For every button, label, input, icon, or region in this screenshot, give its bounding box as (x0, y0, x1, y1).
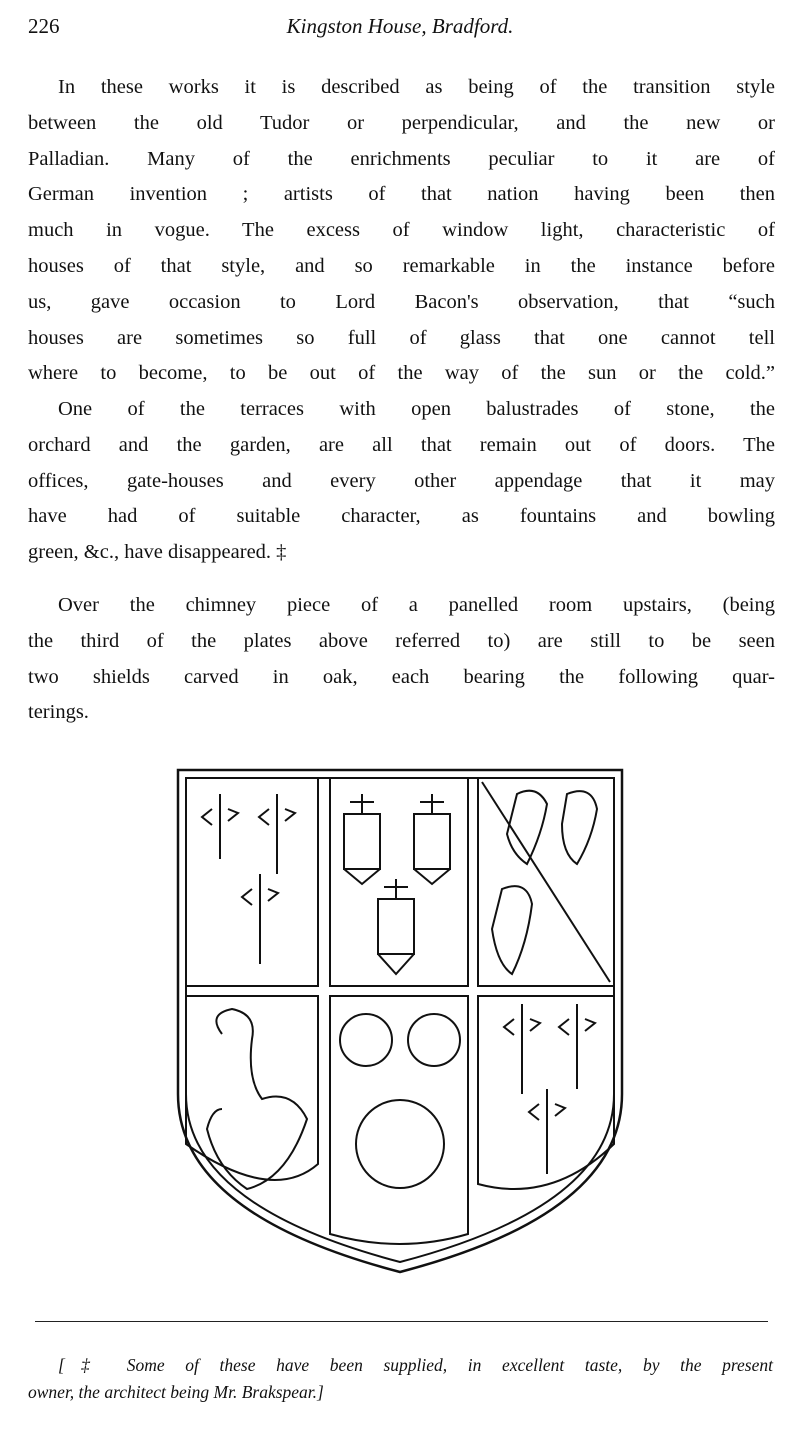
text-line: two shields carved in oak, each bearing the following quar- (28, 665, 775, 688)
text-line: where to become, to be out of the way of the sun or the cold.” (28, 362, 775, 385)
heraldic-shield-illustration (172, 764, 632, 1276)
text-line: German invention ; artists of that nation having been then (28, 183, 775, 206)
text-line: the third of the plates above referred to) are still to be seen (28, 629, 775, 652)
text-line: houses are sometimes so full of glass that one cannot tell (28, 326, 775, 349)
halberds-icon (202, 794, 295, 964)
text-line: Over the chimney piece of a panelled room upstairs, (being (58, 594, 775, 616)
text-line: One of the terraces with open balustrades of stone, the (58, 398, 775, 420)
text-line: orchard and the garden, are all that remain out of doors. The (28, 433, 775, 456)
text-line: terings. (28, 701, 89, 724)
text-line: Palladian. Many of the enrichments peculiar to it are of (28, 147, 775, 170)
text-line: us, gave occasion to Lord Bacon's observation, that “such (28, 290, 775, 313)
text-line: have had of suitable character, as fountains and bowling (28, 505, 775, 528)
paragraph-3 (28, 588, 775, 731)
text-line: much in vogue. The excess of window light, characteristic of (28, 219, 775, 242)
halberds-icon (504, 1004, 595, 1174)
paragraph-2 (28, 392, 775, 571)
text-line: green, &c., have disappeared. ‡ (28, 541, 287, 564)
footnote (28, 1352, 773, 1406)
running-title: Kingston House, Bradford. (286, 14, 514, 38)
roundels-icon (340, 1014, 460, 1188)
text-line: between the old Tudor or perpendicular, and the new or (28, 111, 775, 134)
text-line: offices, gate-houses and every other appendage that it may (28, 469, 775, 492)
text-line: houses of that style, and so remarkable in the instance before (28, 254, 775, 277)
quartering-grid (186, 778, 614, 1244)
footnote-line: owner, the architect being Mr. Brakspear.] (28, 1382, 324, 1402)
eagle-icon (207, 1009, 307, 1189)
footnote-rule (35, 1321, 768, 1322)
paragraph-1 (28, 70, 775, 392)
lions-with-bend-icon (482, 782, 610, 982)
footnote-line: [‡ Some of these have been supplied, in excellent taste, by the present (58, 1355, 773, 1375)
lanterns-icon (344, 794, 450, 974)
text-line: In these works it is described as being of the transition style (58, 76, 775, 98)
page-number: 226 (28, 14, 60, 38)
